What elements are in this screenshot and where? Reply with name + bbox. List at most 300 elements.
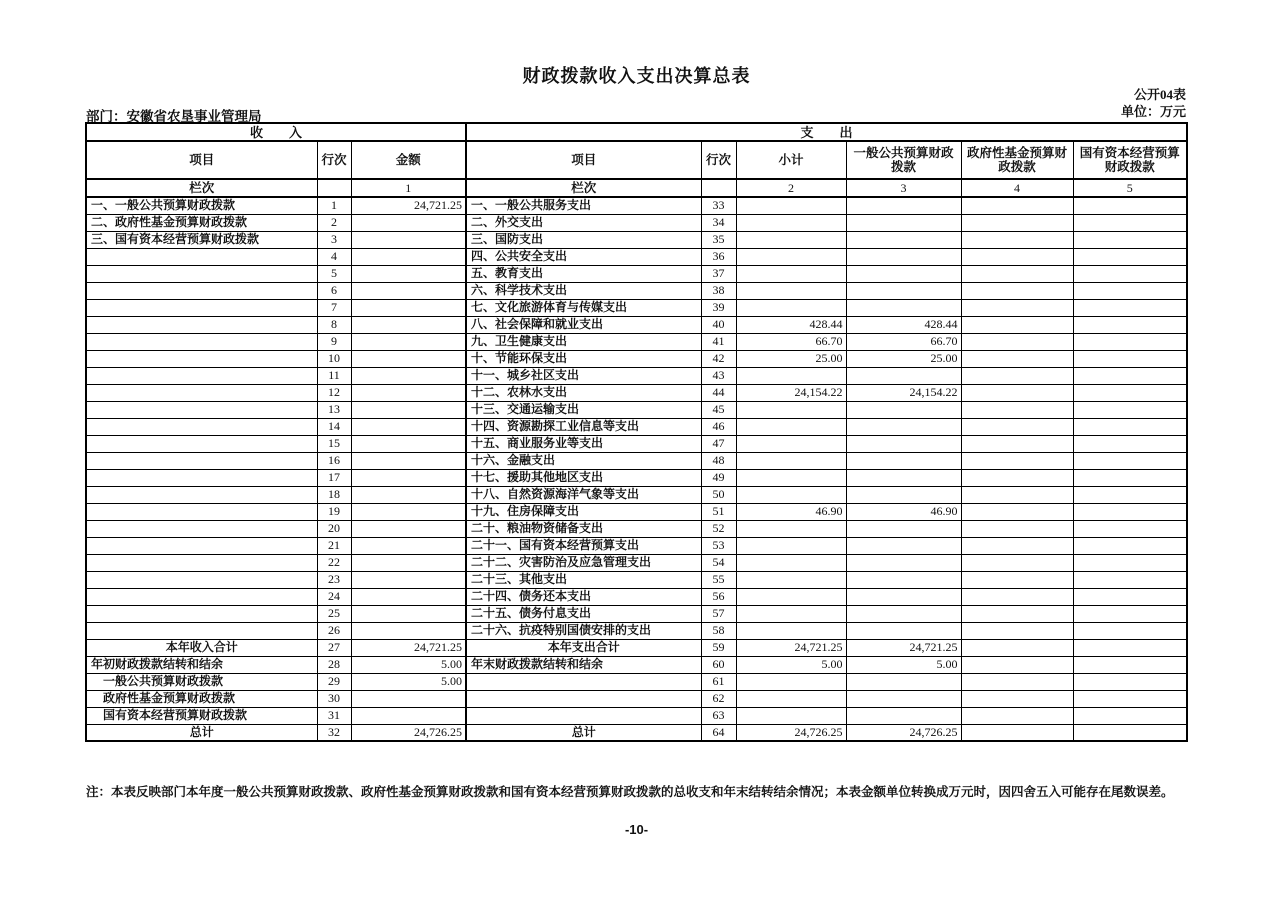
income-amount-cell [351, 435, 466, 452]
expense-line-cell: 57 [701, 605, 736, 622]
income-index-label: 栏次 [86, 179, 317, 197]
income-line-cell: 19 [317, 503, 351, 520]
income-item-cell [86, 605, 317, 622]
expense-item-cell: 二十、粮油物资储备支出 [466, 520, 701, 537]
expense-line-cell: 53 [701, 537, 736, 554]
income-item-cell [86, 554, 317, 571]
table-row [86, 622, 1187, 639]
income-line-cell: 13 [317, 401, 351, 418]
expense-item-cell: 本年支出合计 [466, 639, 701, 656]
income-item-cell [86, 486, 317, 503]
income-amount-cell [351, 571, 466, 588]
expense-state-capital-cell [1073, 248, 1187, 265]
expense-subtotal-cell [736, 435, 846, 452]
expense-subtotal-cell [736, 214, 846, 231]
table-row [86, 299, 1187, 316]
expense-line-cell: 63 [701, 707, 736, 724]
income-line-cell: 17 [317, 469, 351, 486]
expense-general-cell: 25.00 [846, 350, 961, 367]
income-line-cell: 2 [317, 214, 351, 231]
income-line-cell: 30 [317, 690, 351, 707]
expense-general-cell [846, 520, 961, 537]
table-row [86, 435, 1187, 452]
expense-gov-fund-cell [961, 435, 1073, 452]
income-item-cell [86, 265, 317, 282]
col-expense-general: 一般公共预算财政拨款 [846, 141, 961, 179]
income-line-cell: 23 [317, 571, 351, 588]
income-amount-cell [351, 452, 466, 469]
page-title: 财政拨款收入支出决算总表 [522, 66, 751, 86]
footnote: 注：本表反映部门本年度一般公共预算财政拨款、政府性基金预算财政拨款和国有资本经营预算财政拨款的总收支和年末结转结余情况；本表金额单位转换成万元时，因四舍五入可能存在尾数误差。 [86, 785, 1174, 799]
income-item-cell [86, 248, 317, 265]
expense-state-capital-cell [1073, 571, 1187, 588]
expense-line-cell: 52 [701, 520, 736, 537]
expense-gov-fund-cell [961, 265, 1073, 282]
expense-item-cell [466, 690, 701, 707]
income-line-cell: 21 [317, 537, 351, 554]
table-row [86, 452, 1187, 469]
income-item-cell: 三、国有资本经营预算财政拨款 [86, 231, 317, 248]
expense-state-capital-cell [1073, 384, 1187, 401]
table-row [86, 316, 1187, 333]
table-row [86, 367, 1187, 384]
expense-line-cell: 59 [701, 639, 736, 656]
expense-item-cell: 十五、商业服务业等支出 [466, 435, 701, 452]
expense-gov-fund-cell [961, 673, 1073, 690]
expense-gov-fund-cell [961, 418, 1073, 435]
income-amount-cell [351, 299, 466, 316]
expense-subtotal-cell [736, 622, 846, 639]
expense-gov-fund-cell [961, 299, 1073, 316]
table-row [86, 384, 1187, 401]
income-amount-cell [351, 231, 466, 248]
expense-item-cell: 十九、住房保障支出 [466, 503, 701, 520]
expense-line-cell: 38 [701, 282, 736, 299]
table-row [86, 639, 1187, 656]
income-amount-cell [351, 588, 466, 605]
expense-gov-fund-cell [961, 605, 1073, 622]
expense-line-cell: 48 [701, 452, 736, 469]
expense-item-cell: 二十五、债务付息支出 [466, 605, 701, 622]
expense-item-cell: 九、卫生健康支出 [466, 333, 701, 350]
expense-state-capital-cell [1073, 231, 1187, 248]
expense-state-capital-cell [1073, 503, 1187, 520]
income-item-cell [86, 452, 317, 469]
expense-general-cell [846, 197, 961, 214]
table-row [86, 418, 1187, 435]
expense-line-cell: 56 [701, 588, 736, 605]
expense-item-cell: 七、文化旅游体育与传媒支出 [466, 299, 701, 316]
expense-general-cell: 24,154.22 [846, 384, 961, 401]
column-index-row [86, 179, 1187, 197]
expense-line-cell: 34 [701, 214, 736, 231]
expense-gov-fund-cell [961, 214, 1073, 231]
income-item-cell [86, 537, 317, 554]
expense-gov-fund-cell [961, 350, 1073, 367]
expense-state-capital-cell [1073, 469, 1187, 486]
expense-state-capital-cell [1073, 367, 1187, 384]
income-amount-cell [351, 605, 466, 622]
expense-state-capital-cell [1073, 486, 1187, 503]
income-item-cell: 国有资本经营预算财政拨款 [86, 707, 317, 724]
expense-gov-fund-cell [961, 537, 1073, 554]
expense-item-cell: 二、外交支出 [466, 214, 701, 231]
expense-item-cell: 十、节能环保支出 [466, 350, 701, 367]
expense-general-cell [846, 673, 961, 690]
income-item-cell [86, 435, 317, 452]
expense-line-index [701, 179, 736, 197]
income-amount-cell: 5.00 [351, 656, 466, 673]
income-amount-cell [351, 333, 466, 350]
expense-item-cell: 二十二、灾害防治及应急管理支出 [466, 554, 701, 571]
expense-general-cell [846, 588, 961, 605]
table-row [86, 605, 1187, 622]
expense-item-cell: 十三、交通运输支出 [466, 401, 701, 418]
expense-gov-fund-cell [961, 248, 1073, 265]
expense-gov-fund-cell [961, 588, 1073, 605]
expense-subtotal-cell: 428.44 [736, 316, 846, 333]
expense-item-cell: 二十六、抗疫特别国债安排的支出 [466, 622, 701, 639]
expense-item-cell: 八、社会保障和就业支出 [466, 316, 701, 333]
expense-line-cell: 62 [701, 690, 736, 707]
expense-general-cell: 24,721.25 [846, 639, 961, 656]
expense-state-capital-cell [1073, 520, 1187, 537]
expense-item-cell: 总计 [466, 724, 701, 741]
expense-gov-fund-cell [961, 452, 1073, 469]
expense-line-cell: 37 [701, 265, 736, 282]
expense-subtotal-cell [736, 554, 846, 571]
expense-line-cell: 64 [701, 724, 736, 741]
expense-item-cell: 十二、农林水支出 [466, 384, 701, 401]
expense-subtotal-cell [736, 537, 846, 554]
table-row [86, 486, 1187, 503]
expense-line-cell: 54 [701, 554, 736, 571]
expense-general-cell [846, 214, 961, 231]
expense-item-cell: 四、公共安全支出 [466, 248, 701, 265]
expense-general-cell [846, 622, 961, 639]
expense-item-cell: 五、教育支出 [466, 265, 701, 282]
expense-general-cell [846, 248, 961, 265]
expense-item-cell: 二十四、债务还本支出 [466, 588, 701, 605]
expense-state-capital-cell [1073, 537, 1187, 554]
expense-gov-fund-cell [961, 282, 1073, 299]
expense-state-capital-cell [1073, 401, 1187, 418]
expense-state-capital-cell [1073, 316, 1187, 333]
expense-subtotal-cell [736, 197, 846, 214]
income-amount-cell [351, 486, 466, 503]
expense-general-cell: 46.90 [846, 503, 961, 520]
income-line-cell: 27 [317, 639, 351, 656]
income-amount-cell [351, 282, 466, 299]
income-item-cell [86, 401, 317, 418]
income-line-cell: 29 [317, 673, 351, 690]
expense-state-capital-cell [1073, 554, 1187, 571]
expense-general-cell: 5.00 [846, 656, 961, 673]
table-row [86, 265, 1187, 282]
expense-subtotal-cell [736, 265, 846, 282]
section-header-row [86, 123, 1187, 141]
expense-state-capital-cell [1073, 350, 1187, 367]
expense-subtotal-cell [736, 486, 846, 503]
expense-state-capital-cell [1073, 333, 1187, 350]
table-row [86, 333, 1187, 350]
income-line-cell: 14 [317, 418, 351, 435]
expense-item-cell: 十四、资源勘探工业信息等支出 [466, 418, 701, 435]
expense-line-cell: 33 [701, 197, 736, 214]
expense-item-cell: 十八、自然资源海洋气象等支出 [466, 486, 701, 503]
expense-item-cell: 二十一、国有资本经营预算支出 [466, 537, 701, 554]
table-row [86, 707, 1187, 724]
income-line-cell: 31 [317, 707, 351, 724]
income-line-cell: 22 [317, 554, 351, 571]
expense-general-cell [846, 282, 961, 299]
expense-subtotal-cell [736, 452, 846, 469]
income-amount-cell [351, 503, 466, 520]
expense-line-cell: 46 [701, 418, 736, 435]
expense-line-cell: 43 [701, 367, 736, 384]
expense-gov-fund-cell [961, 554, 1073, 571]
income-item-cell: 一般公共预算财政拨款 [86, 673, 317, 690]
table-row [86, 656, 1187, 673]
income-item-cell [86, 316, 317, 333]
income-line-cell: 32 [317, 724, 351, 741]
expense-item-cell [466, 707, 701, 724]
table-row [86, 537, 1187, 554]
income-line-cell: 8 [317, 316, 351, 333]
expense-subtotal-cell: 5.00 [736, 656, 846, 673]
expense-general-index: 3 [846, 179, 961, 197]
expense-item-cell: 二十三、其他支出 [466, 571, 701, 588]
expense-gov-fund-cell [961, 367, 1073, 384]
expense-state-capital-cell [1073, 690, 1187, 707]
expense-gov-fund-index: 4 [961, 179, 1073, 197]
expense-gov-fund-cell [961, 520, 1073, 537]
income-item-cell [86, 588, 317, 605]
expense-subtotal-cell [736, 588, 846, 605]
page-number: -10- [624, 822, 649, 837]
table-row [86, 690, 1187, 707]
expense-gov-fund-cell [961, 724, 1073, 741]
income-line-cell: 20 [317, 520, 351, 537]
income-amount-cell [351, 469, 466, 486]
expense-state-capital-cell [1073, 265, 1187, 282]
expense-item-cell: 十一、城乡社区支出 [466, 367, 701, 384]
expense-subtotal-cell [736, 418, 846, 435]
fiscal-appropriation-table [85, 122, 1188, 742]
expense-subtotal-cell [736, 673, 846, 690]
expense-gov-fund-cell [961, 197, 1073, 214]
expense-item-cell: 十七、援助其他地区支出 [466, 469, 701, 486]
expense-state-capital-cell [1073, 197, 1187, 214]
expense-line-cell: 51 [701, 503, 736, 520]
expense-general-cell: 24,726.25 [846, 724, 961, 741]
expense-subtotal-cell [736, 707, 846, 724]
expense-subtotal-cell [736, 520, 846, 537]
income-line-cell: 6 [317, 282, 351, 299]
expense-state-capital-cell [1073, 299, 1187, 316]
table-row [86, 503, 1187, 520]
expense-state-capital-cell [1073, 673, 1187, 690]
table-row [86, 571, 1187, 588]
income-item-cell [86, 418, 317, 435]
expense-line-cell: 55 [701, 571, 736, 588]
income-item-cell [86, 622, 317, 639]
expense-line-cell: 44 [701, 384, 736, 401]
expense-item-cell: 六、科学技术支出 [466, 282, 701, 299]
expense-general-cell: 66.70 [846, 333, 961, 350]
income-item-cell [86, 520, 317, 537]
income-line-cell: 4 [317, 248, 351, 265]
expense-general-cell [846, 707, 961, 724]
expense-state-capital-cell [1073, 622, 1187, 639]
expense-line-cell: 58 [701, 622, 736, 639]
expense-gov-fund-cell [961, 316, 1073, 333]
income-amount-cell [351, 690, 466, 707]
expense-general-cell [846, 299, 961, 316]
expense-state-capital-cell [1073, 452, 1187, 469]
income-amount-cell: 24,721.25 [351, 639, 466, 656]
expense-state-capital-cell [1073, 656, 1187, 673]
expense-gov-fund-cell [961, 707, 1073, 724]
expense-state-capital-cell [1073, 214, 1187, 231]
expense-subtotal-cell: 25.00 [736, 350, 846, 367]
expense-state-capital-cell [1073, 588, 1187, 605]
expense-item-cell: 年末财政拨款结转和结余 [466, 656, 701, 673]
table-body [86, 197, 1187, 741]
table-row [86, 197, 1187, 214]
expense-line-cell: 45 [701, 401, 736, 418]
table-row [86, 554, 1187, 571]
income-amount-cell: 24,721.25 [351, 197, 466, 214]
income-amount-cell: 5.00 [351, 673, 466, 690]
expense-line-cell: 41 [701, 333, 736, 350]
income-amount-cell [351, 520, 466, 537]
expense-subtotal-cell: 46.90 [736, 503, 846, 520]
expense-subtotal-cell [736, 367, 846, 384]
income-amount-cell [351, 265, 466, 282]
col-income-line: 行次 [317, 141, 351, 179]
income-line-cell: 28 [317, 656, 351, 673]
income-line-index [317, 179, 351, 197]
expense-subtotal-cell [736, 571, 846, 588]
expense-line-cell: 40 [701, 316, 736, 333]
expense-gov-fund-cell [961, 231, 1073, 248]
expense-subtotal-cell [736, 248, 846, 265]
expense-general-cell [846, 401, 961, 418]
table-row [86, 469, 1187, 486]
expense-subtotal-cell [736, 282, 846, 299]
income-amount-cell [351, 214, 466, 231]
income-item-cell [86, 350, 317, 367]
expense-item-cell: 一、一般公共服务支出 [466, 197, 701, 214]
expense-subtotal-cell [736, 231, 846, 248]
income-amount-cell [351, 418, 466, 435]
income-item-cell [86, 571, 317, 588]
expense-general-cell [846, 554, 961, 571]
expense-gov-fund-cell [961, 690, 1073, 707]
income-line-cell: 7 [317, 299, 351, 316]
expense-gov-fund-cell [961, 656, 1073, 673]
expense-gov-fund-cell [961, 469, 1073, 486]
expense-line-cell: 36 [701, 248, 736, 265]
expense-general-cell [846, 486, 961, 503]
expense-state-capital-cell [1073, 435, 1187, 452]
income-item-cell [86, 367, 317, 384]
expense-general-cell [846, 452, 961, 469]
income-amount-cell [351, 554, 466, 571]
expense-gov-fund-cell [961, 571, 1073, 588]
expense-state-capital-index: 5 [1073, 179, 1187, 197]
income-item-cell: 一、一般公共预算财政拨款 [86, 197, 317, 214]
form-code-label: 公开04表 [1133, 87, 1186, 102]
income-amount-cell [351, 350, 466, 367]
expense-general-cell [846, 571, 961, 588]
expense-general-cell [846, 367, 961, 384]
income-line-cell: 5 [317, 265, 351, 282]
income-item-cell: 总计 [86, 724, 317, 741]
expense-general-cell [846, 537, 961, 554]
expense-subtotal-cell: 24,154.22 [736, 384, 846, 401]
expense-gov-fund-cell [961, 333, 1073, 350]
expense-state-capital-cell [1073, 724, 1187, 741]
table-row [86, 724, 1187, 741]
table-row [86, 673, 1187, 690]
expense-general-cell [846, 605, 961, 622]
expense-section-header: 支 出 [466, 123, 1187, 141]
income-line-cell: 16 [317, 452, 351, 469]
unit-label: 单位：万元 [1120, 104, 1186, 119]
column-header-row [86, 141, 1187, 179]
income-amount-cell [351, 622, 466, 639]
income-amount-cell: 24,726.25 [351, 724, 466, 741]
income-line-cell: 24 [317, 588, 351, 605]
income-item-cell [86, 299, 317, 316]
expense-subtotal-cell [736, 299, 846, 316]
expense-gov-fund-cell [961, 384, 1073, 401]
expense-subtotal-cell [736, 605, 846, 622]
income-line-cell: 9 [317, 333, 351, 350]
table-row [86, 231, 1187, 248]
expense-item-cell: 三、国防支出 [466, 231, 701, 248]
expense-item-cell [466, 673, 701, 690]
income-amount-cell [351, 537, 466, 554]
table-row [86, 588, 1187, 605]
expense-state-capital-cell [1073, 639, 1187, 656]
col-income-item: 项目 [86, 141, 317, 179]
department-label: 部门：安徽省农垦事业管理局 [86, 109, 262, 124]
expense-state-capital-cell [1073, 605, 1187, 622]
expense-gov-fund-cell [961, 503, 1073, 520]
col-expense-item: 项目 [466, 141, 701, 179]
table-row [86, 350, 1187, 367]
expense-general-cell [846, 231, 961, 248]
table-row [86, 248, 1187, 265]
expense-general-cell [846, 690, 961, 707]
table-row [86, 214, 1187, 231]
income-item-cell: 本年收入合计 [86, 639, 317, 656]
expense-general-cell [846, 418, 961, 435]
expense-general-cell [846, 469, 961, 486]
col-expense-state-capital: 国有资本经营预算财政拨款 [1073, 141, 1187, 179]
expense-gov-fund-cell [961, 401, 1073, 418]
expense-line-cell: 61 [701, 673, 736, 690]
expense-gov-fund-cell [961, 622, 1073, 639]
table-row [86, 401, 1187, 418]
income-line-cell: 11 [317, 367, 351, 384]
expense-subtotal-index: 2 [736, 179, 846, 197]
income-line-cell: 1 [317, 197, 351, 214]
expense-general-cell: 428.44 [846, 316, 961, 333]
